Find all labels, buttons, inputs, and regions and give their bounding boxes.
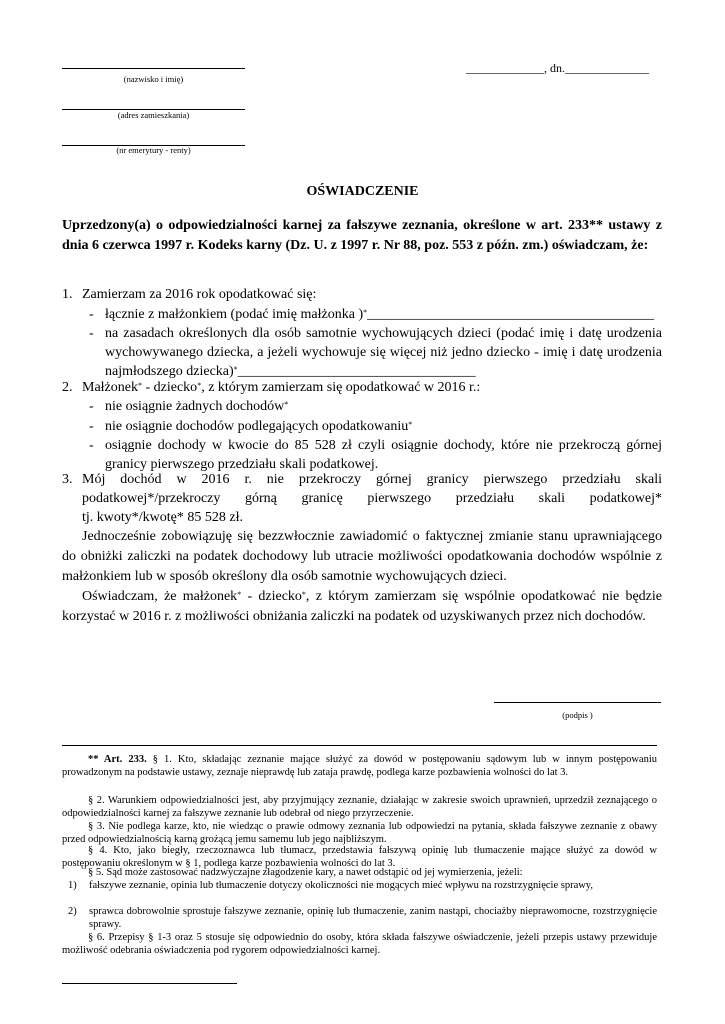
name-line [62, 68, 245, 69]
item-2-sup-1: * [137, 381, 142, 390]
item-2-number: 2. [62, 380, 73, 395]
item-2-dash-1: - [89, 399, 94, 414]
footnote-art-label: ** Art. 233. [88, 754, 147, 765]
declaration-spouse: Oświadczam, że małżonek [82, 589, 238, 604]
item-2-text [82, 378, 662, 397]
item-2-dash-3: - [89, 438, 94, 453]
bottom-line [62, 983, 237, 984]
item-2-option-3: osiągnie dochody w kwocie do 85 528 zł czyli osiągnie dochody, które nie przekroczą górnej granicy pierwszego przedziału skali podatkowej. [105, 438, 662, 472]
declaration-rest: , z którym zamierzam się wspólnie opodatkować nie będzie korzystać w 2016 r. z możliwości obniżania zaliczki na podatek od uzyskiwanych przez nich dochodów. [62, 589, 662, 624]
item-1-text: Zamierzam za 2016 rok opodatkować się: [82, 287, 317, 302]
item-2-option-1 [105, 397, 662, 416]
footnote-list-2: sprawca dobrowolnie sprostuje fałszywe zeznanie, opinię lub tłumaczenie, zanim nastąpi, chociażby nieprawomocne, rozstrzygnięcie sprawy. [89, 906, 657, 931]
item-1-option-2-sup: * [233, 365, 238, 374]
item-1-number: 1. [62, 287, 73, 302]
footnote-list-1-num: 1) [68, 880, 77, 891]
warning-text: Uprzedzony(a) o odpowiedzialności karnej za fałszywe zeznania, określone w art. 233** ustawy z dnia 6 czerwca 1997 r. Kodeks karny (Dz. U. z 1997 r. Nr 88, poz. 553 z późn. zm.) oświadczam, że: [62, 218, 662, 253]
footnote-par-1: § 1. Kto, składając zeznanie mające służyć za dowód w postępowaniu sądowym lub w innym postępowaniu prowadzonym na podstawie ustawy, zeznaje nieprawdę lub zataja prawdę, podlega karze pozbawienia wolności do lat 3. [62, 754, 657, 779]
item-2-option-1-label: nie osiągnie żadnych dochodów [105, 399, 285, 414]
item-1-option-1-label: łącznie z małżonkiem (podać imię małżonka ) [105, 307, 364, 322]
obligation-paragraph: Jednocześnie zobowiązuję się bezzwłocznie zawiadomić o faktycznej zmianie stanu uprawniającego do obniżki zaliczki na podatek dochodowy lub utracie możliwości opodatkowania dochodów wspólnie z małżonkiem lub w sposób określony dla osób samotnie wychowujących dzieci. [62, 529, 662, 584]
item-2-option-2-sup: * [408, 420, 413, 429]
item-2-option-2 [105, 417, 662, 436]
declaration-paragraph [62, 587, 662, 627]
item-1-dash-1: - [89, 307, 94, 322]
declaration-sup-2: * [301, 590, 306, 599]
footnote-par-3: § 3. Nie podlega karze, kto, nie wiedząc o prawie odmowy zeznania lub odpowiedzi na pytania, składa fałszywe zeznanie z obawy przed odpowiedzialnością karną grożącą jemu samemu lub jego najbliższym. [62, 821, 657, 846]
item-1-option-1-line: _________________________________________ [367, 307, 655, 322]
item-2-child: - dziecko [141, 380, 198, 395]
page-title: OŚWIADCZENIE [306, 184, 419, 199]
signature-line [494, 702, 661, 703]
item-2-sup-2: * [197, 381, 202, 390]
footnote-par-5: § 5. Sąd może zastosować nadzwyczajne złagodzenie kary, a nawet odstąpić od jej wymierzenia, jeżeli: [88, 867, 523, 878]
item-2-option-1-sup: * [284, 400, 289, 409]
item-2-option-2-label: nie osiągnie dochodów podlegających opodatkowaniu [105, 419, 409, 434]
date-line: _____________, dn.______________ [466, 61, 649, 75]
footnote-par-4: § 4. Kto, jako biegły, rzeczoznawca lub tłumacz, przedstawia fałszywą opinię lub tłumaczenie mające służyć za dowód w postępowaniu określonym w § 1, podlega karze pozbawienia wolności do lat 3. [62, 845, 657, 870]
name-caption: (nazwisko i imię) [123, 74, 184, 84]
signature-caption: (podpis ) [562, 710, 593, 720]
footnote-list-2-num: 2) [68, 906, 77, 917]
item-2-dash-2: - [89, 419, 94, 434]
footnote-list-1: fałszywe zeznanie, opinia lub tłumaczenie dotyczy okoliczności nie mogących mieć wpływu na rozstrzygnięcie sprawy, [89, 880, 593, 891]
item-1-option-2-label: na zasadach określonych dla osób samotnie wychowujących dzieci (podać imię i datę urodzenia wychowywanego dziecka, a jeżeli wychowuje się więcej niż jedno dziecko - imię i datę urodzenia najmłodszego dziecka) [105, 326, 662, 379]
item-1-option-1-sup: * [363, 308, 368, 317]
item-2-rest: , z którym zamierzam się opodatkować w 2016 r.: [201, 380, 481, 395]
item-3-line-1: Mój dochód w 2016 r. nie przekroczy górnej granicy pierwszego przedziału skali [82, 472, 662, 487]
item-2-spouse: Małżonek [82, 380, 138, 395]
address-caption: (adres zamieszkania) [117, 110, 190, 120]
footnote-par-2: § 2. Warunkiem odpowiedzialności jest, aby przyjmujący zeznanie, działając w zakresie swoich uprawnień, uprzedził zeznającego o odpowiedzialności karnej za fałszywe zeznanie lub odebrał od niego przyrzeczenie. [62, 795, 657, 820]
item-1-dash-2: - [89, 326, 94, 341]
item-1-option-2 [105, 324, 662, 381]
item-3-line-3: tj. kwoty*/kwotę* 85 528 zł. [82, 510, 243, 525]
footnote-art-233 [62, 753, 657, 779]
item-1-option-2-line: __________________________________ [237, 364, 476, 379]
pension-caption: (nr emerytury - renty) [116, 145, 191, 155]
footnote-par-6: § 6. Przepisy § 1-3 oraz 5 stosuje się odpowiednio do osoby, która składa fałszywe oświadczenie, jeżeli przepis ustawy przewiduje możliwość odebrania oświadczenia pod rygorem odpowiedzialności karnej. [62, 932, 657, 957]
footnote-separator [62, 745, 657, 746]
item-3-number: 3. [62, 472, 73, 487]
declaration-sup-1: * [237, 590, 242, 599]
item-1-option-1 [105, 305, 665, 324]
declaration-child: - dziecko [241, 589, 302, 604]
item-3-line-2: podatkowej*/przekroczy górną granicę pierwszego przedziału skali podatkowej* [82, 491, 662, 506]
